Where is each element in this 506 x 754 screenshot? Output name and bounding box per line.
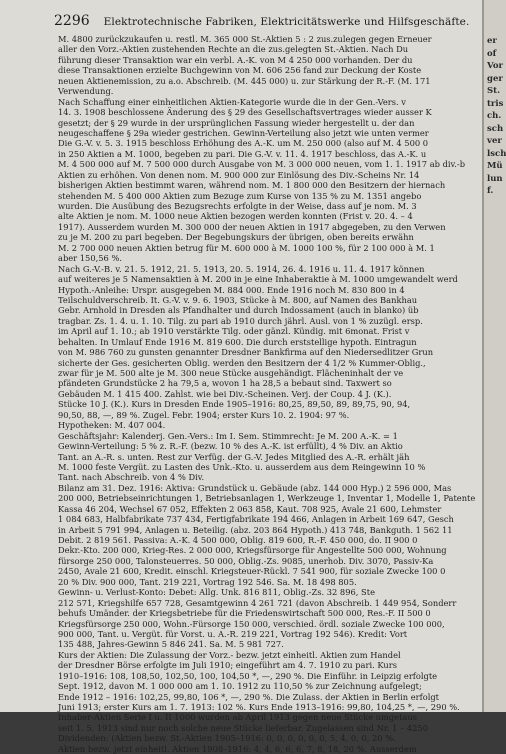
text-line: 20 % Div. 900 000, Tant. 219 221, Vortrag 192 546. Sa. M. 18 498 805.: [58, 576, 357, 587]
text-line: Gewinn- u. Verlust-Konto: Debet: Allg. Unk. 816 811, Oblig.-Zs. 32 896, Ste: [58, 587, 375, 598]
text-line: aber 150,56 %.: [58, 253, 122, 264]
text-line: Ende 1912 – 1916: 102,25, 99,80, 106 *, —, 290 %. Die Zulass. der Aktien in Berlin erfolgt: [58, 691, 439, 702]
text-line: Debit. 2 819 561. Passiva: A.-K. 4 500 000, Oblig. 819 600, R.-F. 450 000, do. II 900 0: [58, 535, 418, 545]
text-line: 1917). Ausserdem wurden M. 300 000 der neuen Aktien in 1917 abgegeben, zu den Verwen: [58, 221, 446, 232]
text-line: alte Aktien je nom. M. 1000 neue Aktien bezogen werden konnten (Frist v. 20. 4. – 4: [58, 211, 413, 222]
text-line: behalten. In Umlauf Ende 1916 M. 819 600. Die durch erststellige hypoth. Eintragun: [58, 336, 417, 347]
text-line: M. 4 500 000 auf M. 7 500 000 durch Ausgabe von M. 3 000 000 neuen, vom 1. 1. 1917 ab div.-b: [58, 159, 466, 170]
text-line: auf weiteres je 5 Namensaktien à M. 200 in je eine Inhaberaktie à M. 1000 umgewandelt werd: [58, 274, 458, 285]
text-line: Juni 1913; erster Kurs am 1. 7. 1913: 102 %. Kurs Ende 1913–1916: 99,80, 104,25 *, —, 290 %.: [58, 702, 460, 712]
text-line: 212 571, Kriegshilfe 657 728, Gesamtgewinn 4 261 721 (davon Abschreib. 1 449 954, Sonderr: [58, 597, 457, 608]
text-line: 1910–1916: 108, 108,50, 102,50, 100, 104,50 *, —, 290 %. Die Einführ. in Leipzig erfolgte: [58, 670, 438, 681]
text-line: gesetzt; der § 29 wurde in der ursprünglichen Fassung wieder hergestellt u. der dan: [58, 117, 415, 128]
text-line: 1 084 683, Halbfabrikate 737 434, Fertigfabrikate 194 466, Anlagen in Arbeit 169 647, Gesch: [58, 514, 454, 525]
text-line: Die G.-V. v. 5. 3. 1915 beschloss Erhöhung des A.-K. um M. 250 000 (also auf M. 4 500 0: [58, 138, 429, 149]
page-header: [54, 13, 484, 29]
running-head: Elektrotechnische Fabriken, Elektricitätswerke und Hilfsgeschäfte.: [103, 16, 470, 28]
edge-text-fragment: of: [487, 48, 497, 59]
edge-text-fragment: Mü: [487, 161, 503, 171]
text-line: Geschäftsjahr: Kalenderj. Gen.-Vers.: Im I. Sem. Stimmrecht: Je M. 200 A.-K. = 1: [58, 430, 398, 441]
text-line: Aktien bezw. jetzt einheitl. Aktien 1908–1916: 4, 4, 6, 6, 6, 7, 8, 18, 20 %. Ausserdem: [58, 743, 417, 754]
text-line: neugeschaffene § 29a wieder gestrichen. Gewinn-Verteilung also jetzt wie unten vermer: [58, 127, 429, 138]
text-line: Inhaber-Aktien Serie I u. II 1000 wurden ab April 1913 gegen neue Stücke umgetaus: [58, 712, 417, 723]
edge-text-fragment: ch.: [487, 111, 502, 121]
text-line: fürsorge 250 000, Talonsteuerres. 50 000, Oblig.-Zs. 9085, unerhob. Div. 3070, Passiv-Ka: [58, 555, 434, 566]
edge-text-fragment: er: [487, 36, 497, 46]
text-line: seit 1. 5. 1913 sind nur noch solche neue Stücke lieferbar. Zugelassen sind Nr. 1 – 4250: [58, 722, 428, 733]
text-line: im April auf 1. 10.; ab 1910 verstärkte Tilg. oder gänzl. Kündig. mit 6monat. Frist v: [58, 326, 410, 337]
text-line: 900 000, Tant. u. Vergüt. für Vorst. u. A.-R. 219 221, Vortrag 192 546). Kredit: Vort: [58, 628, 408, 639]
text-line: aller den Vorz.-Aktien zustehenden Rechte an die zus.gelegten St.-Aktien. Nach Du: [58, 44, 409, 55]
text-line: Sept. 1912, davon M. 1 000 000 am 1. 10. 1912 zu 110,50 % zur Zeichnung aufgelegt;: [58, 681, 422, 692]
edge-text-fragment: lsch: [487, 148, 506, 159]
text-line: Hypotheken: M. 407 004.: [58, 420, 166, 431]
text-line: stehenden M. 5 400 000 Aktien zum Bezuge zum Kurse von 135 % zu M. 1351 angebo: [58, 190, 422, 201]
edge-text-fragment: sch: [487, 123, 504, 134]
text-line: Verwendung.: [58, 86, 114, 97]
text-line: zwar für je M. 500 alte je M. 300 neue Stücke ausgehändigt. Flächeninhalt der ve: [58, 368, 404, 378]
text-line: M. 1000 feste Vergüt. zu Lasten des Unk.-Kto. u. ausserdem aus dem Reingewinn 10 %: [58, 461, 426, 472]
text-line: der Dresdner Börse erfolgte im Juli 1910; eingeführt am 4. 7. 1910 zu pari. Kurs: [58, 660, 397, 671]
text-line: pfändeten Grundstücke 2 ha 79,5 a, wovon 1 ha 28,5 a bebaut sind. Taxwert so: [58, 378, 392, 389]
text-line: wurden. Die Ausübung des Bezugsrechts erfolgte in der Weise, dass auf je nom. M. 3: [58, 201, 417, 211]
text-line: Tant. an A.-R. s. unten. Rest zur Verfüg. der G.-V. Jedes Mitglied des A.-R. erhält jäh: [58, 451, 410, 462]
edge-text-fragment: St.: [487, 86, 501, 96]
text-line: zu je M. 200 zu pari begeben. Der Begebungskurs der übrigen, oben bereits erwähn: [58, 232, 414, 243]
text-line: Gebäuden M. 1 415 400. Zahlst. wie bei Div.-Scheinen. Verj. der Coup. 4 J. (K.).: [58, 388, 392, 399]
page-number: 2296: [54, 13, 90, 29]
text-line: Kriegsfürsorge 250 000, Wohn.-Fürsorge 150 000, verschied. ördl. soziale Zwecke 100 000,: [58, 618, 445, 629]
text-line: Hypoth.-Anleihe: Urspr. ausgegeben M. 884 000. Ende 1916 noch M. 830 800 in 4: [58, 284, 405, 295]
text-line: Nach Schaffung einer einheitlichen Aktien-Kategorie wurde die in der Gen.-Vers. v: [58, 96, 406, 107]
text-line: Teilschuldverschreib. It. G.-V. v. 9. 6. 1903, Stücke à M. 800, auf Namen des Bankhau: [58, 294, 418, 305]
text-line: behufs Umänder. der Kriegsbetriebe für die Friedenswirtschaft 500 000, Res.-F. II 500 0: [58, 608, 431, 619]
edge-text-fragment: ger: [487, 73, 503, 84]
text-line: Dekr.-Kto. 200 000, Krieg-Res. 2 000 000, Kriegsfürsorge für Angestellte 500 000, Wohnung: [58, 545, 447, 556]
text-line: Kurs der Aktien: Die Zulassung der Vorz.- bezw. jetzt einheitl. Aktien zum Handel: [58, 649, 401, 660]
text-line: 135 488, Jahres-Gewinn 5 846 241. Sa. M. 5 981 727.: [58, 639, 284, 650]
edge-text-fragment: tris: [487, 98, 504, 109]
edge-text-fragment: Vor: [487, 61, 503, 71]
adjacent-page-edge: [482, 0, 506, 712]
text-line: 200 000, Betriebseinrichtungen 1, Betriebsanlagen 1, Werkzeuge 1, Inventar 1, Modelle 1, Patente: [58, 493, 476, 504]
text-line: Bilanz am 31. Dez. 1916: Aktiva: Grundstück u. Gebäude (abz. 144 000 Hyp.) 2 596 000, Mas: [58, 482, 452, 493]
edge-text-fragment: ver: [487, 136, 502, 146]
text-line: diese Transaktionen erzielte Buchgewinn von M. 606 256 fand zur Deckung der Koste: [58, 65, 422, 76]
text-line: M. 4800 zurückzukaufen u. restl. M. 365 000 St.-Aktien 5 : 2 zus.zulegen gegen Erneuer: [58, 34, 432, 44]
text-line: Dividenden: (Aktien bezw. St.-Aktien 1905–1916: 0, 0, 0, 0, 0, 0, 5, 4, 0, 0, 20 %.: [58, 733, 396, 744]
text-line: sicherte der Ges. gesicherten Oblig. werden den Besitzern der 4 1/2 % Kummer-Oblig.,: [58, 357, 426, 368]
text-line: Tant. nach Abschreib. von 4 % Div.: [58, 472, 205, 483]
text-line: von M. 986 760 zu gunsten genannter Dresdner Bankfirma auf den Niedersedlitzer Grun: [58, 347, 434, 358]
text-line: 14. 3. 1908 beschlossene Änderung des § 29 des Gesellschaftsvertrages wieder ausser K: [58, 107, 432, 118]
text-line: neuen Aktienemission, zu a.o. Abschreib. (M. 445 000) u. zur Stärkung der R.-F. (M. 171: [58, 75, 431, 86]
edge-text-fragment: f.: [487, 186, 494, 196]
edge-text-fragment: lun: [487, 173, 503, 184]
text-line: Kassa 46 204, Wechsel 67 052, Effekten 2 063 858, Kaut. 708 925, Avale 21 600, Lehmster: [58, 503, 442, 514]
text-line: 90,50, 88, —, 89 %. Zugel. Febr. 1904; erster Kurs 10. 2. 1904: 97 %.: [58, 409, 350, 420]
text-line: Gewinn-Verteilung: 5 % z. R.-F. (bezw. 10 % des A.-K. ist erfüllt), 4 % Div. an Aktio: [58, 441, 403, 452]
text-line: bisherigen Aktien bestimmt waren, während nom. M. 1 800 000 den Besitzern der hiernach: [58, 180, 446, 191]
text-line: 2450, Avale 21 600, Kredit. einschl. Kriegsteuer-Rückl. 7 541 900, für soziale Zwecke 100 0: [58, 566, 446, 577]
text-line: tragbar. Zs. 1. 4. u. 1. 10. Tilg. zu pari ab 1910 durch jährl. Ausl. von 1 % zuzügl. ersp.: [58, 315, 423, 326]
body-text: [58, 34, 484, 754]
text-line: Gebr. Arnhold in Dresden als Pfandhalter und durch Indossament (auch in blanko) üb: [58, 305, 419, 316]
text-line: in Arbeit 5 791 994, Anlagen u. Beteilig. (abz. 203 864 Hypoth.) 413 748, Bankguth. 1 562 11: [58, 524, 453, 535]
text-line: Nach G.-V.-B. v. 21. 5. 1912, 21. 5. 1913, 20. 5. 1914, 26. 4. 1916 u. 11. 4. 1917 können: [58, 263, 425, 274]
text-line: in 250 Aktien a M. 1000, begeben zu pari. Die G.-V. v. 11. 4. 1917 beschloss, das A.-K. u: [58, 148, 427, 159]
text-line: Aktien zu erhöhen. Von denen nom. M. 900 000 zur Einlösung des Div.-Scheins Nr. 14: [58, 169, 420, 180]
text-line: führung dieser Transaktion war ein verbl. A.-K. von M 4 250 000 vorhanden. Der du: [58, 54, 413, 65]
text-line: Stücke 10 J. (K.). Kurs in Dresden Ende 1905–1916: 80,25, 89,50, 89, 89,75, 90, 94,: [58, 399, 411, 410]
text-line: M. 2 700 000 neuen Aktien betrug für M. 600 000 à M. 1000 100 %, für 2 100 000 à M. 1: [58, 242, 435, 253]
